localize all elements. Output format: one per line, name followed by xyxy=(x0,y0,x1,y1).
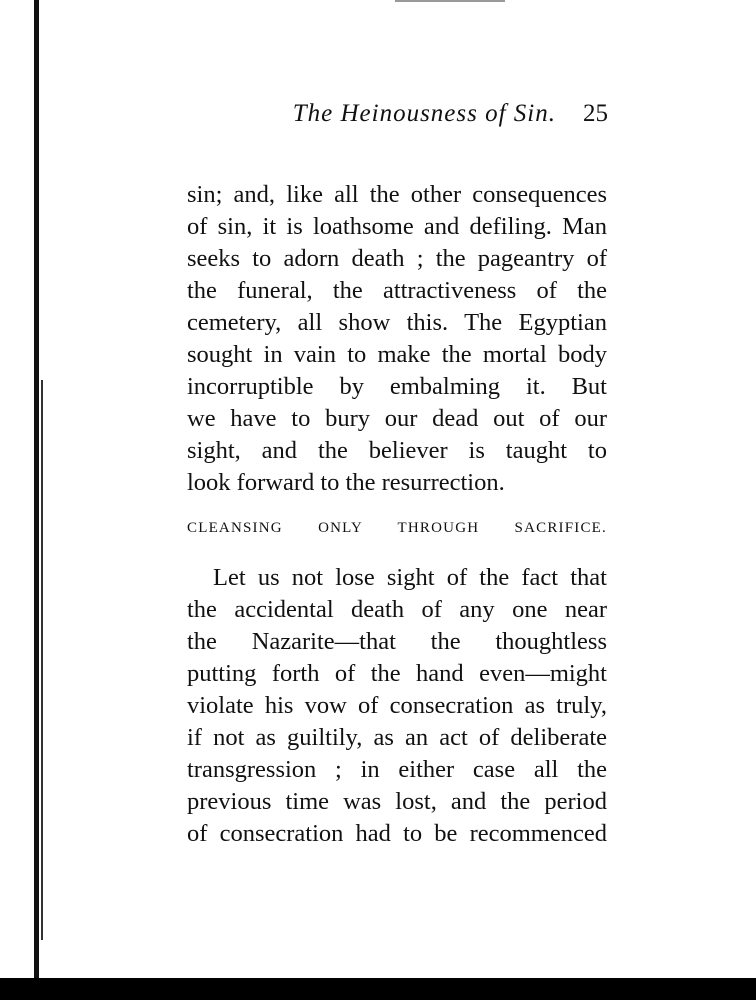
text-line: of sin, it is loathsome and defiling. Man xyxy=(187,213,607,240)
paragraph-1 xyxy=(187,179,607,499)
text-line: the accidental death of any one near xyxy=(187,596,607,623)
section-heading: CLEANSING ONLY THROUGH SACRIFICE. xyxy=(187,520,607,536)
text-line: Let us not lose sight of the fact that xyxy=(213,564,607,591)
scan-artifact xyxy=(395,0,505,2)
scan-bottom-edge xyxy=(0,978,756,1000)
text-line: seeks to adorn death ; the pageantry of xyxy=(187,245,607,272)
text-line: we have to bury our dead out of our xyxy=(187,405,607,432)
running-title: The Heinousness of Sin. xyxy=(292,100,556,127)
text-line: if not as guiltily, as an act of deliberate xyxy=(187,724,607,751)
text-line: sight, and the believer is taught to xyxy=(187,437,607,464)
book-spine-edge xyxy=(34,0,39,980)
text-line: the Nazarite—that the thoughtless xyxy=(187,628,607,655)
text-line: sought in vain to make the mortal body xyxy=(187,341,607,368)
text-line: putting forth of the hand even—might xyxy=(187,660,607,687)
text-line: of consecration had to be recommenced xyxy=(187,820,607,847)
paragraph-2 xyxy=(187,562,607,850)
text-line: sin; and, like all the other consequences xyxy=(187,181,607,208)
text-line: transgression ; in either case all the xyxy=(187,756,607,783)
text-line: incorruptible by embalming it. But xyxy=(187,373,607,400)
book-spine-shadow xyxy=(41,380,43,940)
text-line: violate his vow of consecration as truly, xyxy=(187,692,607,719)
page-number: 25 xyxy=(583,100,608,127)
text-line: look forward to the resurrection. xyxy=(187,469,505,496)
page-header xyxy=(186,100,608,134)
text-line: the funeral, the attractiveness of the xyxy=(187,277,607,304)
text-line: cemetery, all show this. The Egyptian xyxy=(187,309,607,336)
text-line: previous time was lost, and the period xyxy=(187,788,607,815)
